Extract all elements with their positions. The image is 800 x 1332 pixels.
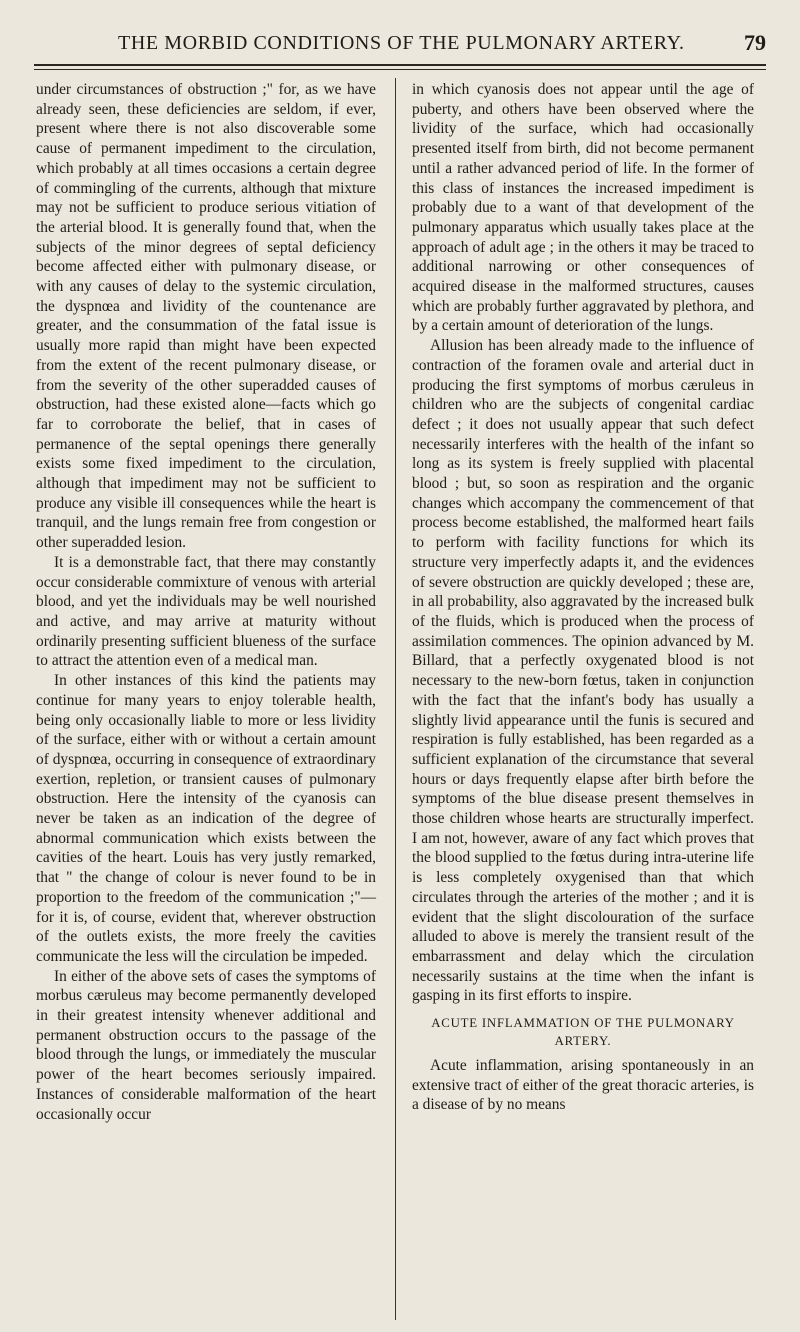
right-column bbox=[412, 80, 754, 1115]
paragraph: Allusion has been already made to the influence of contraction of the foramen ovale and arterial duct in producing the first symptoms of morbus cæruleus in children who are the subjects of congenital cardiac defect ; it does not usually appear that such defect necessarily interferes with the health of the infant so long as its system is freely supplied with placental blood ; but, so soon as respiration and the organic changes which accompany the commencement of that process become established, the malformed heart fails to perform with facility functions for which its structure very imperfectly adapts it, and the evidences of severe obstruction are quickly developed ; these are, in all probability, also aggravated by the increased bulk of the fluids, which is produced when the process of assimilation commences. The opinion advanced by M. Billard, that a perfectly oxygenated blood is not necessary to the new-born fœtus, taken in conjunction with the fact that the infant's body has usually a slightly livid appearance until the funis is secured and respiration is fully established, has been regarded as a sufficient explanation of the circumstance that several hours or days frequently elapse after birth before the symptoms of the blue disease present themselves in those children whose hearts are structurally imperfect. I am not, however, aware of any fact which proves that the blood supplied to the fœtus during intra-uterine life is less completely oxygenised than that which circulates through the arteries of the mother ; and it is evident that the slight discolouration of the surface alluded to above is merely the transient result of the embarrassment and delay which the circulation necessarily sustains at the time when the infant is gasping in its first efforts to inspire. bbox=[412, 337, 754, 1005]
paragraph: In other instances of this kind the patients may continue for many years to enjoy tolerable health, being only occasionally liable to more or less lividity of the surface, either with or without a certain amount of dyspnœa, occurring in consequence of extraordinary exertion, repletion, or transient causes of pulmonary obstruction. Here the intensity of the cyanosis can never be taken as an indication of the degree of abnormal communication which exists between the cavities of the heart. Louis has very justly remarked, that " the change of colour is never found to be in proportion to the freedom of the communication ;"—for it is, of course, evident that, wherever obstruction of the outlets exists, the more freely the cavities communicate the less will the circulation be impeded. bbox=[36, 672, 376, 965]
header-rule-thin bbox=[34, 69, 766, 70]
page-number: 79 bbox=[744, 30, 766, 55]
paragraph: In either of the above sets of cases the symptoms of morbus cæruleus may become permanently developed in their greatest intensity whenever additional and permanent obstruction occurs to the passage of the blood through the lungs, or immediately the muscular power of the heart becomes seriously impaired. Instances of considerable malformation of the heart occasionally occur bbox=[36, 967, 376, 1123]
paragraph: Acute inflammation, arising spontaneously in an extensive tract of either of the great thoracic arteries, is a disease of by no means bbox=[412, 1057, 754, 1114]
left-column bbox=[36, 80, 376, 1124]
paragraph: It is a demonstrable fact, that there may constantly occur considerable commixture of venous with arterial blood, and yet the individuals may be well nourished and active, and may arrive at maturity without ordinarily presenting sufficient blueness of the surface to attract the attention even of a medical man. bbox=[36, 553, 376, 670]
running-title: THE MORBID CONDITIONS OF THE PULMONARY ARTERY. bbox=[118, 32, 685, 54]
section-heading: ACUTE INFLAMMATION OF THE PULMONARY ARTERY. bbox=[431, 1016, 735, 1049]
header-rule-thick bbox=[34, 64, 766, 66]
running-header bbox=[34, 28, 766, 62]
paragraph: in which cyanosis does not appear until the age of puberty, and others have been observed where the lividity of the surface, which had occasionally presented itself from birth, did not become permanent until a rather advanced period of life. In the former of this class of instances the increased impediment is probably due to a want of that development of the pulmonary apparatus which usually takes place at the approach of adult age ; in the others it may be traced to additional narrowing or other consequences of acquired disease in the malformed structures, causes which are probably further aggravated by plethora, and by a certain amount of deterioration of the lungs. bbox=[412, 81, 754, 335]
paragraph: under circumstances of obstruction ;" for, as we have already seen, these deficiencies are seldom, if ever, present where there is not also discoverable some cause of permanent impediment to the circulation, which probably at all times occasions a certain degree of commingling of the currents, although that mixture may not be sufficient to produce serious vitiation of the arterial blood. It is generally found that, when the subjects of the minor degrees of septal deficiency become affected either with pulmonary disease, or with any causes of delay to the systemic circulation, the dyspnœa and lividity of the countenance are greater, and the consummation of the fatal issue is usually more rapid than might have been expected from the extent of the recent pulmonary disease, or from the severity of the other superadded causes of obstruction, had these existed alone—facts which go far to corroborate the belief, that in cases of permanence of the septal openings there generally exists some fixed impediment to the circulation, although that impediment may not be sufficient to produce any visible ill consequences while the heart is tranquil, and the lungs remain free from congestion or other superadded lesion. bbox=[36, 81, 376, 552]
column-divider bbox=[395, 78, 396, 1320]
